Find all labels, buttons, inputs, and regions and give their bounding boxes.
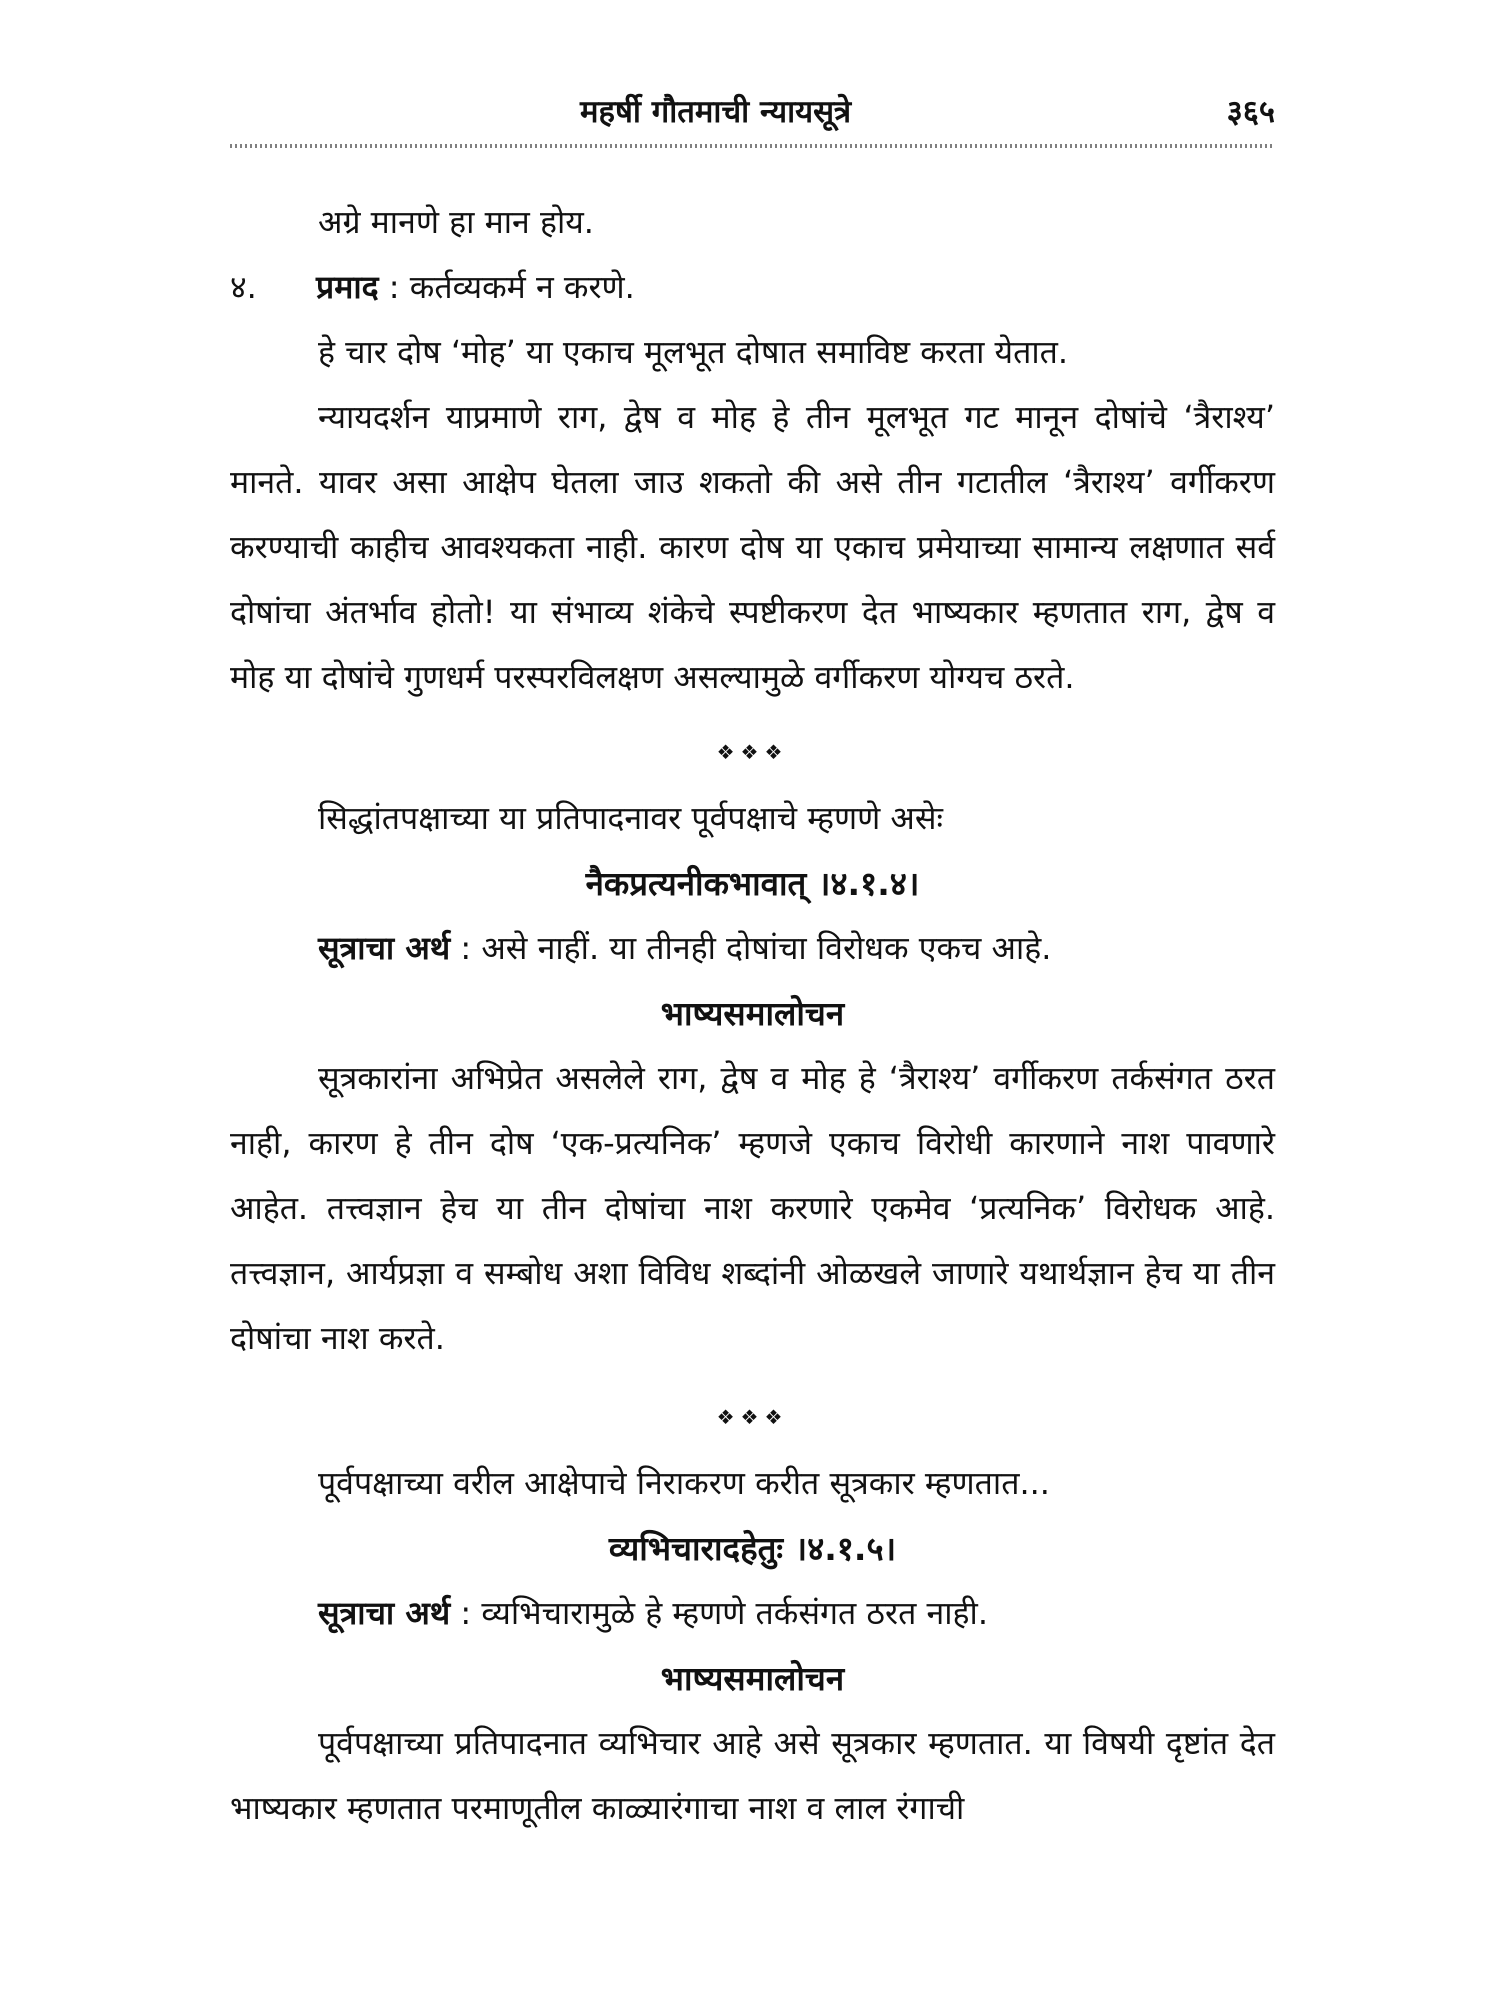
section-ornament: ❖❖❖ — [716, 1405, 789, 1429]
sutra-text: व्यभिचारादहेतुः ।४.१.५। — [608, 1529, 897, 1568]
section-ornament: ❖❖❖ — [716, 740, 789, 764]
page-number: ३६५ — [1226, 94, 1275, 130]
list-term: प्रमाद — [316, 268, 379, 306]
paragraph: न्यायदर्शन याप्रमाणे राग, द्वेष व मोह हे तीन मूलभूत गट मानून दोषांचे ‘त्रैराश्य’ मानते. यावर असा आक्षेप घेतला जाउ शकतो की असे तीन गटातील ‘त्रैराश्य’ वर्गीकरण करण्याची काहीच आवश्यकता नाही. कारण दोष या एकाच प्रमेयाच्या सामान्य लक्षणात सर्व दोषांचा अंतर्भाव होतो! या संभाव्य शंकेचे स्पष्टीकरण देत भाष्यकार म्हणतात राग, द्वेष व मोह या दोषांचे गुणधर्म परस्परविलक्षण असल्यामुळे वर्गीकरण योग्यच ठरते. — [230, 398, 1275, 696]
paragraph: सिद्धांतपक्षाच्या या प्रतिपादनावर पूर्वपक्षाचे म्हणणे असेः — [318, 799, 943, 837]
running-header — [230, 84, 1275, 140]
running-title: महर्षी गौतमाची न्यायसूत्रे — [580, 94, 852, 130]
paragraph: पूर्वपक्षाच्या वरील आक्षेपाचे निराकरण करीत सूत्रकार म्हणतात... — [318, 1464, 1050, 1502]
sutra-meaning — [230, 1581, 1275, 1646]
page-body — [230, 190, 1275, 1841]
meaning-text: : व्यभिचारामुळे हे म्हणणे तर्कसंगत ठरत नाही. — [460, 1594, 988, 1632]
continued-line: अग्रे मानणे हा मान होय. — [318, 203, 594, 241]
sutra-text: नैकप्रत्यनीकभावात् ।४.१.४। — [585, 864, 920, 903]
paragraph: हे चार दोष ‘मोह’ या एकाच मूलभूत दोषात समाविष्ट करता येतात. — [318, 333, 1069, 371]
list-definition: : कर्तव्यकर्म न करणे. — [388, 268, 635, 306]
meaning-label: सूत्राचा अर्थ — [318, 929, 451, 967]
section-heading: भाष्यसमालोचन — [660, 1659, 845, 1698]
paragraph: पूर्वपक्षाच्या प्रतिपादनात व्यभिचार आहे असे सूत्रकार म्हणतात. या विषयी दृष्टांत देत भाष्यकार म्हणतात परमाणूतील काळ्यारंगाचा नाश व लाल रंगाची — [230, 1724, 1275, 1827]
section-heading: भाष्यसमालोचन — [660, 994, 845, 1033]
list-number: ४. — [230, 268, 257, 306]
sutra-meaning — [230, 916, 1275, 981]
meaning-label: सूत्राचा अर्थ — [318, 1594, 451, 1632]
paragraph: सूत्रकारांना अभिप्रेत असलेले राग, द्वेष व मोह हे ‘त्रैराश्य’ वर्गीकरण तर्कसंगत ठरत नाही, कारण हे तीन दोष ‘एक-प्रत्यनिक’ म्हणजे एकाच विरोधी कारणाने नाश पावणारे आहेत. तत्त्वज्ञान हेच या तीन दोषांचा नाश करणारे एकमेव ‘प्रत्यनिक’ विरोधक आहे. तत्त्वज्ञान, आर्यप्रज्ञा व सम्बोध अशा विविध शब्दांनी ओळखले जाणारे यथार्थज्ञान हेच या तीन दोषांचा नाश करते. — [230, 1059, 1275, 1357]
header-rule — [230, 144, 1275, 148]
list-item-4 — [230, 255, 1275, 320]
meaning-text: : असे नाहीं. या तीनही दोषांचा विरोधक एकच आहे. — [460, 929, 1052, 967]
